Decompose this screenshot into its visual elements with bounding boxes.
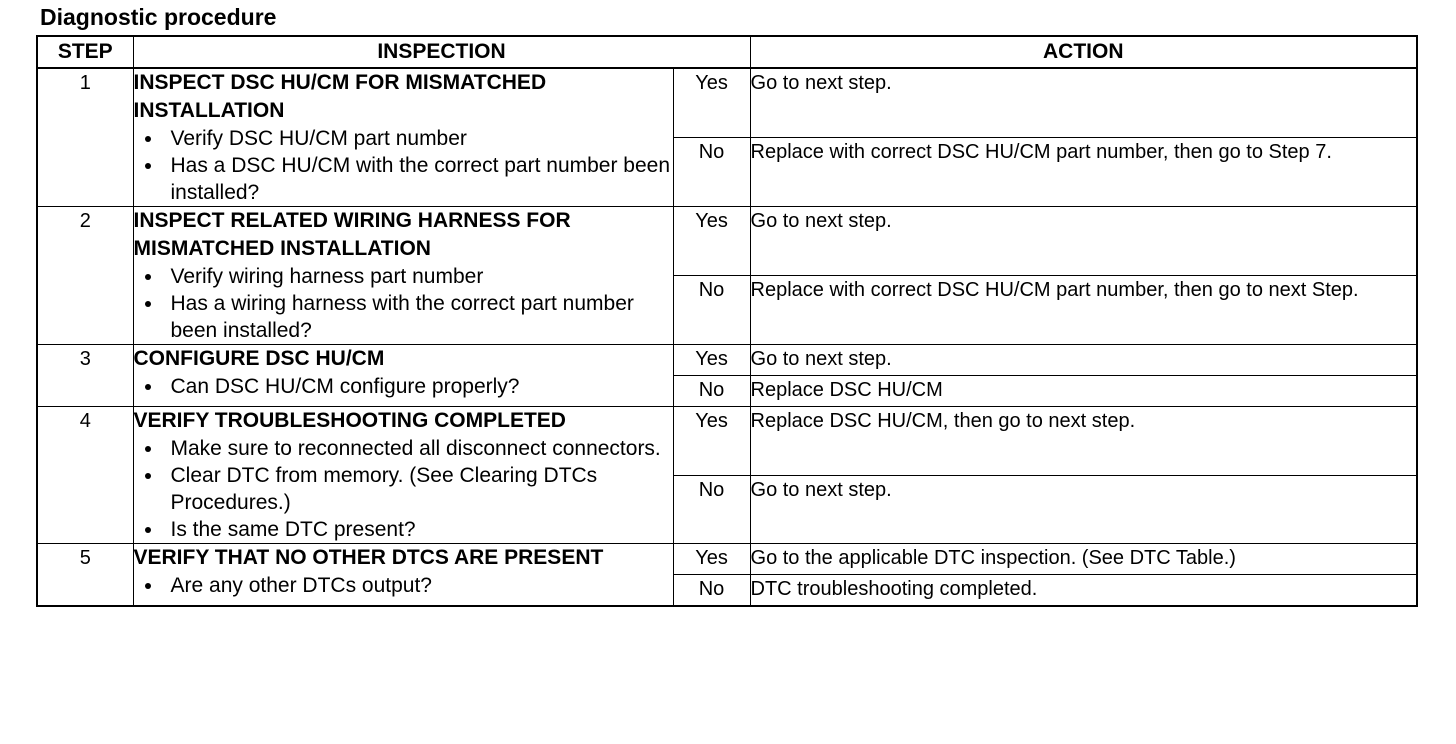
inspection-cell (133, 345, 673, 407)
yes-label: Yes (673, 407, 750, 476)
yes-label: Yes (673, 207, 750, 276)
inspection-bullet: Verify wiring harness part number (134, 263, 673, 290)
yes-action: Go to next step. (750, 345, 1417, 376)
no-action: Replace with correct DSC HU/CM part number, then go to next Step. (750, 276, 1417, 345)
no-action: Go to next step. (750, 475, 1417, 544)
no-label: No (673, 475, 750, 544)
header-inspection: INSPECTION (133, 36, 750, 68)
step-row-yes (37, 68, 1417, 138)
inspection-cell (133, 68, 673, 207)
step-row-yes (37, 407, 1417, 476)
no-action: Replace DSC HU/CM (750, 376, 1417, 407)
yes-action: Go to next step. (750, 68, 1417, 138)
inspection-bullet: Verify DSC HU/CM part number (134, 125, 673, 152)
yes-label: Yes (673, 345, 750, 376)
no-label: No (673, 138, 750, 207)
yes-label: Yes (673, 68, 750, 138)
yes-label: Yes (673, 544, 750, 575)
step-number: 1 (37, 68, 133, 207)
no-label: No (673, 575, 750, 607)
inspection-bullet: Can DSC HU/CM configure properly? (134, 373, 673, 400)
inspection-title: INSPECT DSC HU/CM FOR MISMATCHED INSTALLATION (133, 71, 547, 122)
no-action: DTC troubleshooting completed. (750, 575, 1417, 607)
inspection-bullet: Has a DSC HU/CM with the correct part number been installed? (134, 152, 673, 206)
step-number: 5 (37, 544, 133, 607)
inspection-bullet: Are any other DTCs output? (134, 572, 673, 599)
inspection-bullets (134, 373, 673, 400)
step-row-yes (37, 345, 1417, 376)
inspection-cell (133, 207, 673, 345)
step-row-yes (37, 544, 1417, 575)
no-action: Replace with correct DSC HU/CM part number, then go to Step 7. (750, 138, 1417, 207)
yes-action: Go to the applicable DTC inspection. (See DTC Table.) (750, 544, 1417, 575)
step-number: 2 (37, 207, 133, 345)
inspection-bullet: Is the same DTC present? (134, 516, 673, 543)
no-label: No (673, 276, 750, 345)
page-title: Diagnostic procedure (40, 4, 277, 30)
step-row-yes (37, 207, 1417, 276)
inspection-title: INSPECT RELATED WIRING HARNESS FOR MISMATCHED INSTALLATION (133, 209, 571, 260)
yes-action: Go to next step. (750, 207, 1417, 276)
inspection-title: CONFIGURE DSC HU/CM (133, 347, 385, 370)
inspection-bullet: Has a wiring harness with the correct part number been installed? (134, 290, 673, 344)
no-label: No (673, 376, 750, 407)
inspection-title: VERIFY TROUBLESHOOTING COMPLETED (133, 409, 566, 432)
inspection-cell (133, 544, 673, 607)
inspection-bullet: Make sure to reconnected all disconnect connectors. (134, 435, 673, 462)
header-step: STEP (37, 36, 133, 68)
diagnostic-procedure-table (36, 35, 1418, 607)
header-action: ACTION (750, 36, 1417, 68)
inspection-bullets (134, 435, 673, 543)
inspection-bullet: Clear DTC from memory. (See Clearing DTCs Procedures.) (134, 462, 673, 516)
inspection-title: VERIFY THAT NO OTHER DTCS ARE PRESENT (133, 546, 604, 569)
inspection-bullets (134, 125, 673, 206)
inspection-bullets (134, 263, 673, 344)
inspection-cell (133, 407, 673, 544)
yes-action: Replace DSC HU/CM, then go to next step. (750, 407, 1417, 476)
inspection-bullets (134, 572, 673, 599)
header-row (37, 36, 1417, 68)
step-number: 4 (37, 407, 133, 544)
step-number: 3 (37, 345, 133, 407)
